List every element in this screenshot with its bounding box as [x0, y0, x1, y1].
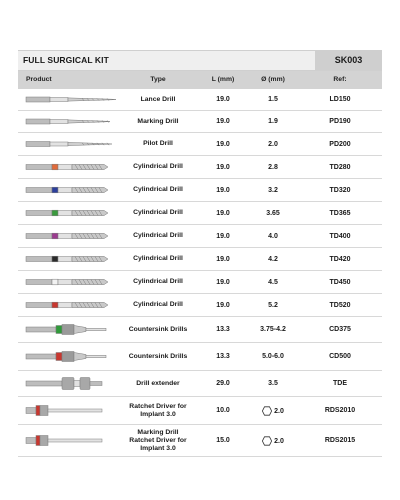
cell-type-line: Cylindrical Drill: [133, 209, 183, 216]
product-image: [18, 202, 118, 224]
cell-diameter-value: 3.65: [266, 209, 280, 217]
cell-ref: TD280: [329, 163, 351, 171]
cell-diameter-value: 3.75-4.2: [260, 326, 286, 333]
cell-type: [118, 186, 198, 194]
cell-length: 19.0: [216, 118, 230, 125]
cell-diameter-value: 3.2: [268, 186, 278, 194]
cell-length: 29.0: [216, 380, 230, 387]
cylindrical-drill-icon: [24, 179, 116, 201]
cell-ref: CD500: [329, 353, 351, 360]
table-row: [18, 133, 382, 156]
cell-length: 13.3: [216, 353, 230, 360]
product-image: [18, 248, 118, 270]
cell-length: 13.3: [216, 326, 230, 333]
cell-diameter: [248, 406, 298, 416]
cylindrical-drill-icon: [24, 202, 116, 224]
cell-diameter-value: 3.5: [268, 380, 278, 387]
table-body: [18, 89, 382, 457]
countersink-drill-icon: [24, 317, 116, 342]
product-image: [18, 425, 118, 456]
cell-type-line: Cylindrical Drill: [133, 301, 183, 308]
cell-type-line: Ratchet Driver for: [129, 436, 187, 444]
countersink-drill-icon: [24, 343, 116, 370]
cell-type-line: Ratchet Driver for: [129, 402, 187, 410]
cylindrical-drill-icon: [24, 225, 116, 247]
cell-type-line: Cylindrical Drill: [133, 186, 183, 193]
table-row: [18, 89, 382, 111]
header-ref: Ref:: [333, 76, 347, 83]
cell-length: 19.0: [216, 186, 230, 194]
product-image: [18, 156, 118, 178]
cell-diameter: [248, 380, 298, 387]
product-image: [18, 89, 118, 110]
cell-diameter-value: 5.0-6.0: [262, 353, 284, 360]
cell-type-line: Marking Drill: [137, 428, 179, 436]
cell-ref: PD200: [329, 140, 351, 148]
cell-length: 19.0: [216, 140, 230, 148]
cell-type-line: Countersink Drills: [128, 352, 188, 360]
table-row: [18, 397, 382, 425]
cylindrical-drill-icon: [24, 248, 116, 270]
cell-ref: LD150: [329, 96, 351, 103]
cylindrical-drill-icon: [24, 294, 116, 316]
cell-type-line: Pilot Drill: [143, 140, 173, 147]
cell-type: [118, 255, 198, 263]
cell-type: [118, 232, 198, 240]
cell-ref: TD520: [329, 301, 351, 309]
cell-length: 19.0: [216, 278, 230, 286]
table-row: [18, 248, 382, 271]
cylindrical-drill-icon: [24, 271, 116, 293]
cell-type: [118, 140, 198, 148]
cell-diameter-value: 4.0: [268, 232, 278, 240]
lance-drill-icon: [24, 89, 116, 110]
cell-diameter: [248, 326, 298, 333]
cell-ref: TDE: [333, 380, 347, 387]
cell-diameter: [248, 141, 298, 148]
cell-length: 19.0: [216, 301, 230, 309]
header-length: L (mm): [211, 76, 235, 83]
header-type: Type: [150, 76, 166, 83]
product-image: [18, 294, 118, 316]
cell-diameter: [248, 118, 298, 125]
cell-type: [118, 353, 198, 361]
table-row: [18, 294, 382, 317]
cell-diameter-value: 2.0: [274, 407, 284, 415]
product-image: [18, 111, 118, 132]
cell-diameter-value: 1.9: [268, 118, 278, 125]
kit-title-bar: [18, 50, 382, 71]
cell-ref: TD320: [329, 186, 351, 194]
cell-diameter-value: 2.8: [268, 163, 278, 171]
cell-diameter-value: 5.2: [268, 301, 278, 309]
cell-diameter: [248, 353, 298, 360]
cell-type-line: Cylindrical Drill: [133, 163, 183, 170]
cell-length: 19.0: [216, 255, 230, 263]
cell-type: [118, 163, 198, 171]
kit-code: SK003: [315, 51, 382, 70]
product-image: [18, 133, 118, 155]
cell-type-line: Drill extender: [136, 379, 180, 387]
table-row: [18, 225, 382, 248]
cell-type-line: Cylindrical Drill: [133, 232, 183, 239]
kit-title: FULL SURGICAL KIT: [18, 51, 315, 70]
hexagon-icon: [262, 406, 272, 416]
cell-ref: CD375: [329, 326, 351, 333]
cell-ref: TD450: [329, 278, 351, 286]
cell-ref: TD420: [329, 255, 351, 263]
table-row: [18, 111, 382, 133]
header-diameter: Ø (mm): [261, 76, 285, 83]
product-image: [18, 179, 118, 201]
cell-diameter: [248, 302, 298, 309]
table-header: [18, 71, 382, 89]
cell-type-line: Implant 3.0: [140, 410, 176, 418]
surgical-kit-table: [18, 50, 382, 457]
cell-type: [118, 118, 198, 126]
cell-ref: TD400: [329, 232, 351, 240]
cell-diameter: [248, 210, 298, 217]
cell-type-line: Implant 3.0: [140, 444, 176, 452]
product-image: [18, 271, 118, 293]
cell-diameter: [248, 256, 298, 263]
cell-diameter-value: 4.5: [268, 278, 278, 286]
cell-diameter-value: 4.2: [268, 255, 278, 263]
marking-drill-icon: [24, 111, 116, 132]
cell-ref: RDS2010: [324, 407, 356, 414]
cell-type-line: Countersink Drills: [128, 325, 188, 333]
cylindrical-drill-icon: [24, 156, 116, 178]
cell-diameter: [248, 279, 298, 286]
table-row: [18, 271, 382, 294]
cell-diameter-value: 2.0: [268, 140, 278, 148]
cell-length: 10.0: [216, 407, 230, 414]
table-row: [18, 156, 382, 179]
product-image: [18, 343, 118, 370]
ratchet-driver-icon: [24, 425, 116, 456]
table-row: [18, 425, 382, 457]
cell-type: [118, 429, 198, 453]
cell-diameter: [248, 164, 298, 171]
drill-extender-icon: [24, 371, 116, 396]
cell-length: 19.0: [216, 96, 230, 103]
table-row: [18, 317, 382, 343]
table-row: [18, 202, 382, 225]
cell-diameter-value: 1.5: [268, 96, 278, 103]
cell-ref: TD365: [329, 209, 351, 217]
cell-diameter: [248, 436, 298, 446]
cell-ref: RDS2015: [324, 437, 356, 444]
pilot-drill-icon: [24, 133, 116, 155]
product-image: [18, 225, 118, 247]
cell-type: [118, 301, 198, 309]
ratchet-driver-icon: [24, 397, 116, 424]
cell-type: [118, 403, 198, 419]
header-product: Product: [26, 76, 52, 83]
cell-type-line: Cylindrical Drill: [133, 278, 183, 285]
cell-ref: PD190: [329, 118, 351, 125]
cell-type: [118, 380, 198, 388]
cell-length: 19.0: [216, 163, 230, 171]
cell-type: [118, 96, 198, 104]
cell-diameter: [248, 187, 298, 194]
cell-type: [118, 278, 198, 286]
table-row: [18, 179, 382, 202]
cell-diameter-value: 2.0: [274, 437, 284, 445]
product-image: [18, 397, 118, 424]
cell-type-line: Marking Drill: [137, 117, 179, 125]
cell-diameter: [248, 233, 298, 240]
table-row: [18, 343, 382, 371]
cell-type: [118, 209, 198, 217]
product-image: [18, 317, 118, 342]
hexagon-icon: [262, 436, 272, 446]
product-image: [18, 371, 118, 396]
table-row: [18, 371, 382, 397]
cell-type: [118, 326, 198, 334]
cell-type-line: Lance Drill: [140, 95, 176, 103]
cell-length: 19.0: [216, 209, 230, 217]
cell-length: 19.0: [216, 232, 230, 240]
cell-length: 15.0: [216, 437, 230, 444]
cell-type-line: Cylindrical Drill: [133, 255, 183, 262]
cell-diameter: [248, 96, 298, 103]
